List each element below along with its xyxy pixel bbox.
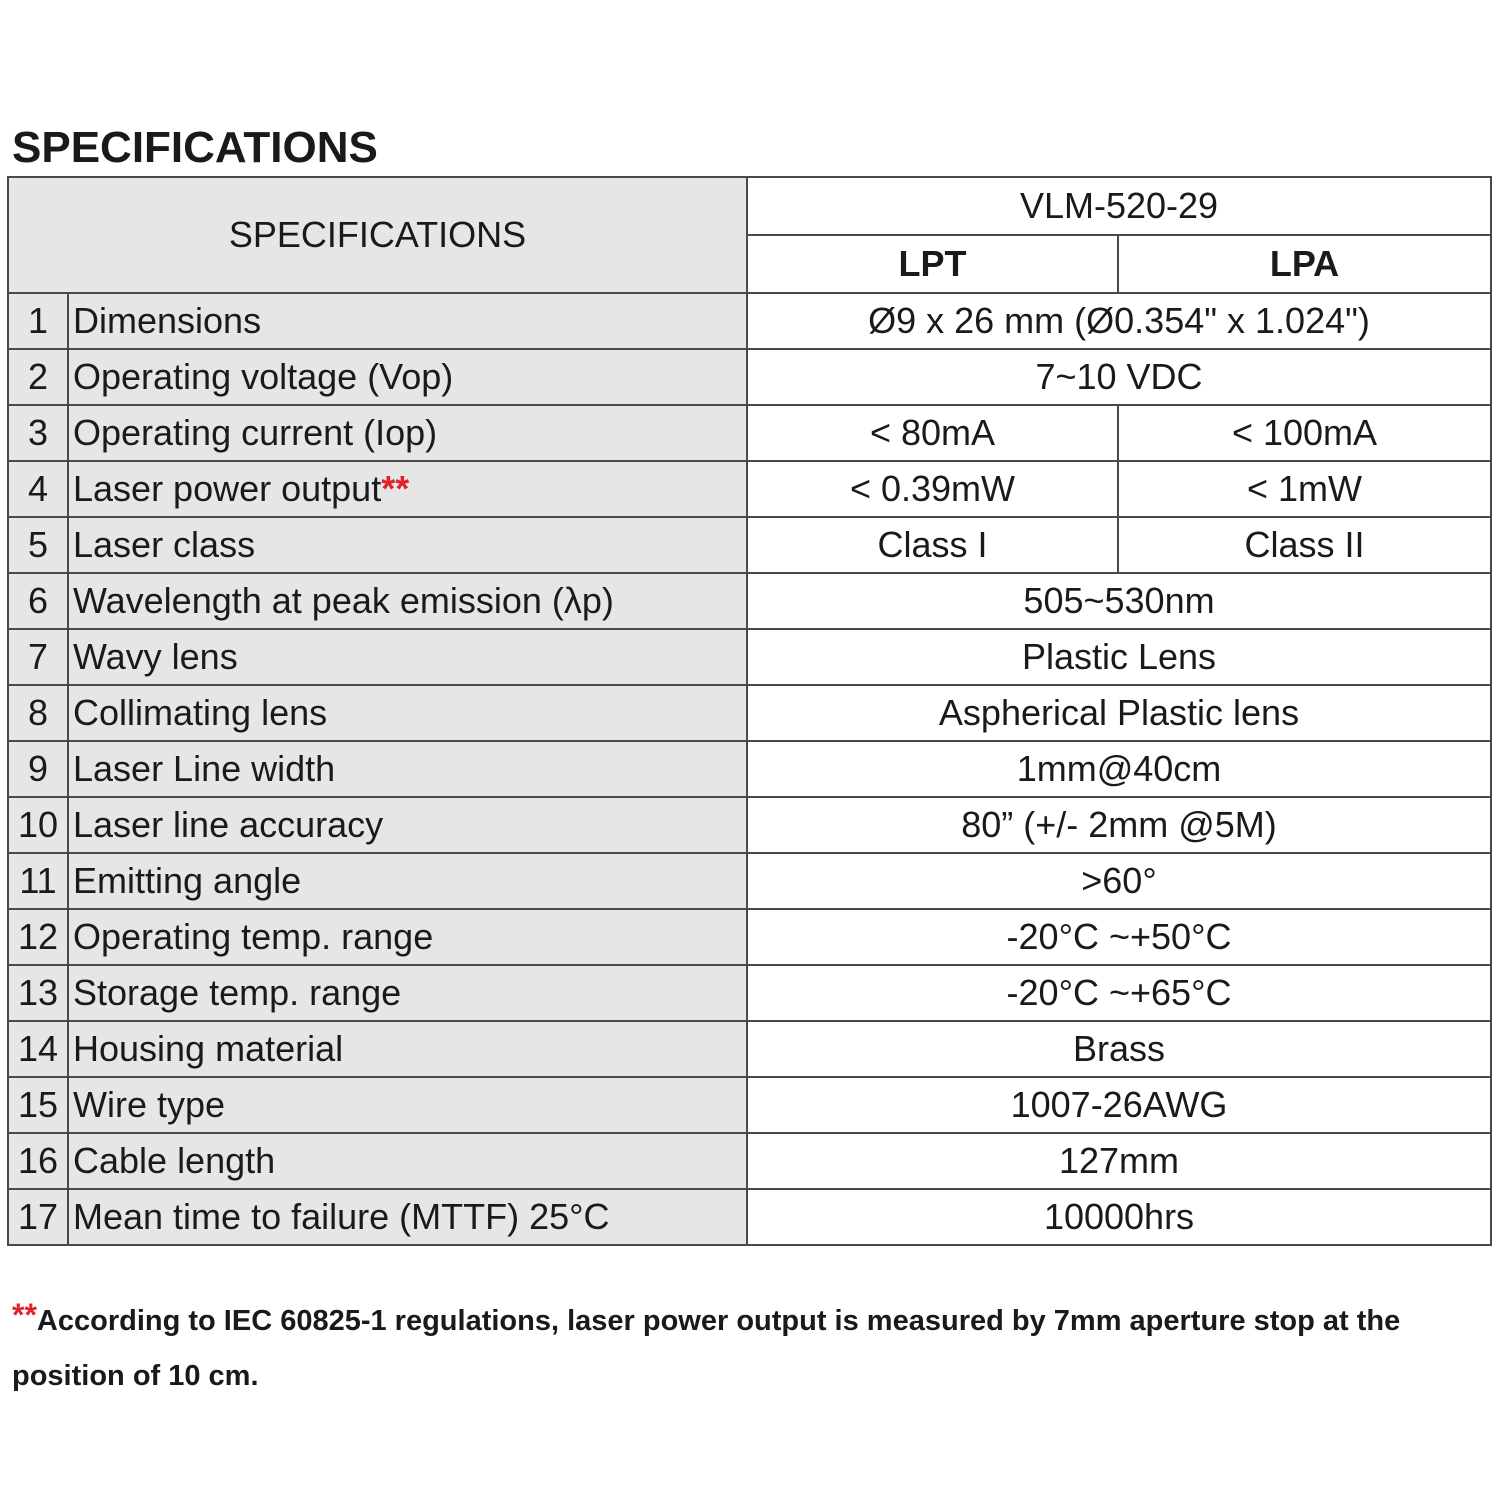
row-label: Mean time to failure (MTTF) 25°C	[68, 1189, 747, 1245]
row-value: 505~530nm	[747, 573, 1491, 629]
row-label: Wavelength at peak emission (λp)	[68, 573, 747, 629]
row-number: 8	[8, 685, 68, 741]
row-label: Collimating lens	[68, 685, 747, 741]
row-label: Emitting angle	[68, 853, 747, 909]
row-label: Operating temp. range	[68, 909, 747, 965]
row-value: Plastic Lens	[747, 629, 1491, 685]
row-number: 10	[8, 797, 68, 853]
row-value-lpt: Class I	[747, 517, 1118, 573]
row-label: Storage temp. range	[68, 965, 747, 1021]
row-label: Operating current (Iop)	[68, 405, 747, 461]
table-row	[8, 405, 1491, 461]
row-label: Wire type	[68, 1077, 747, 1133]
table-row	[8, 1077, 1491, 1133]
row-number: 7	[8, 629, 68, 685]
header-variant-lpt: LPT	[747, 235, 1118, 293]
row-label: Laser line accuracy	[68, 797, 747, 853]
header-specifications: SPECIFICATIONS	[8, 177, 747, 293]
row-label: Cable length	[68, 1133, 747, 1189]
row-value: Brass	[747, 1021, 1491, 1077]
row-value: 127mm	[747, 1133, 1491, 1189]
table-row	[8, 965, 1491, 1021]
row-number: 12	[8, 909, 68, 965]
footnote-text: According to IEC 60825-1 regulations, laser power output is measured by 7mm aperture stop at the position of 10 cm.	[12, 1305, 1401, 1392]
row-number: 1	[8, 293, 68, 349]
row-value: Ø9 x 26 mm (Ø0.354" x 1.024")	[747, 293, 1491, 349]
row-value: 7~10 VDC	[747, 349, 1491, 405]
row-label: Wavy lens	[68, 629, 747, 685]
row-number: 17	[8, 1189, 68, 1245]
row-value-lpt: < 80mA	[747, 405, 1118, 461]
row-label: Operating voltage (Vop)	[68, 349, 747, 405]
table-row	[8, 853, 1491, 909]
row-value: -20°C ~+50°C	[747, 909, 1491, 965]
row-label: Dimensions	[68, 293, 747, 349]
row-value: Aspherical Plastic lens	[747, 685, 1491, 741]
table-header-row	[8, 177, 1491, 235]
row-value-lpt: < 0.39mW	[747, 461, 1118, 517]
table-row	[8, 349, 1491, 405]
footnote-marker: **	[12, 1297, 37, 1333]
row-number: 14	[8, 1021, 68, 1077]
row-number: 9	[8, 741, 68, 797]
table-row	[8, 1189, 1491, 1245]
row-label: Laser power output	[73, 468, 382, 509]
row-number: 13	[8, 965, 68, 1021]
row-number: 16	[8, 1133, 68, 1189]
table-row	[8, 685, 1491, 741]
table-row	[8, 909, 1491, 965]
row-value: >60°	[747, 853, 1491, 909]
table-row	[8, 461, 1491, 517]
row-number: 6	[8, 573, 68, 629]
footnote	[12, 1288, 1482, 1404]
row-number: 3	[8, 405, 68, 461]
header-variant-lpa: LPA	[1118, 235, 1491, 293]
table-row	[8, 517, 1491, 573]
row-number: 11	[8, 853, 68, 909]
row-value: 1007-26AWG	[747, 1077, 1491, 1133]
row-value: 80” (+/- 2mm @5M)	[747, 797, 1491, 853]
table-row	[8, 573, 1491, 629]
table-row	[8, 797, 1491, 853]
row-value-lpa: Class II	[1118, 517, 1491, 573]
row-value: 1mm@40cm	[747, 741, 1491, 797]
table-row	[8, 741, 1491, 797]
row-number: 4	[8, 461, 68, 517]
row-label: Housing material	[68, 1021, 747, 1077]
table-row	[8, 629, 1491, 685]
row-value: -20°C ~+65°C	[747, 965, 1491, 1021]
footnote-marker: **	[381, 468, 410, 509]
row-label-cell	[68, 461, 747, 517]
page-title: SPECIFICATIONS	[12, 123, 378, 172]
row-number: 2	[8, 349, 68, 405]
row-value-lpa: < 1mW	[1118, 461, 1491, 517]
row-value: 10000hrs	[747, 1189, 1491, 1245]
table-row	[8, 1021, 1491, 1077]
row-number: 5	[8, 517, 68, 573]
row-value-lpa: < 100mA	[1118, 405, 1491, 461]
table-row	[8, 293, 1491, 349]
header-model: VLM-520-29	[747, 177, 1491, 235]
row-number: 15	[8, 1077, 68, 1133]
row-label: Laser Line width	[68, 741, 747, 797]
specifications-table	[7, 176, 1492, 1246]
table-row	[8, 1133, 1491, 1189]
row-label: Laser class	[68, 517, 747, 573]
